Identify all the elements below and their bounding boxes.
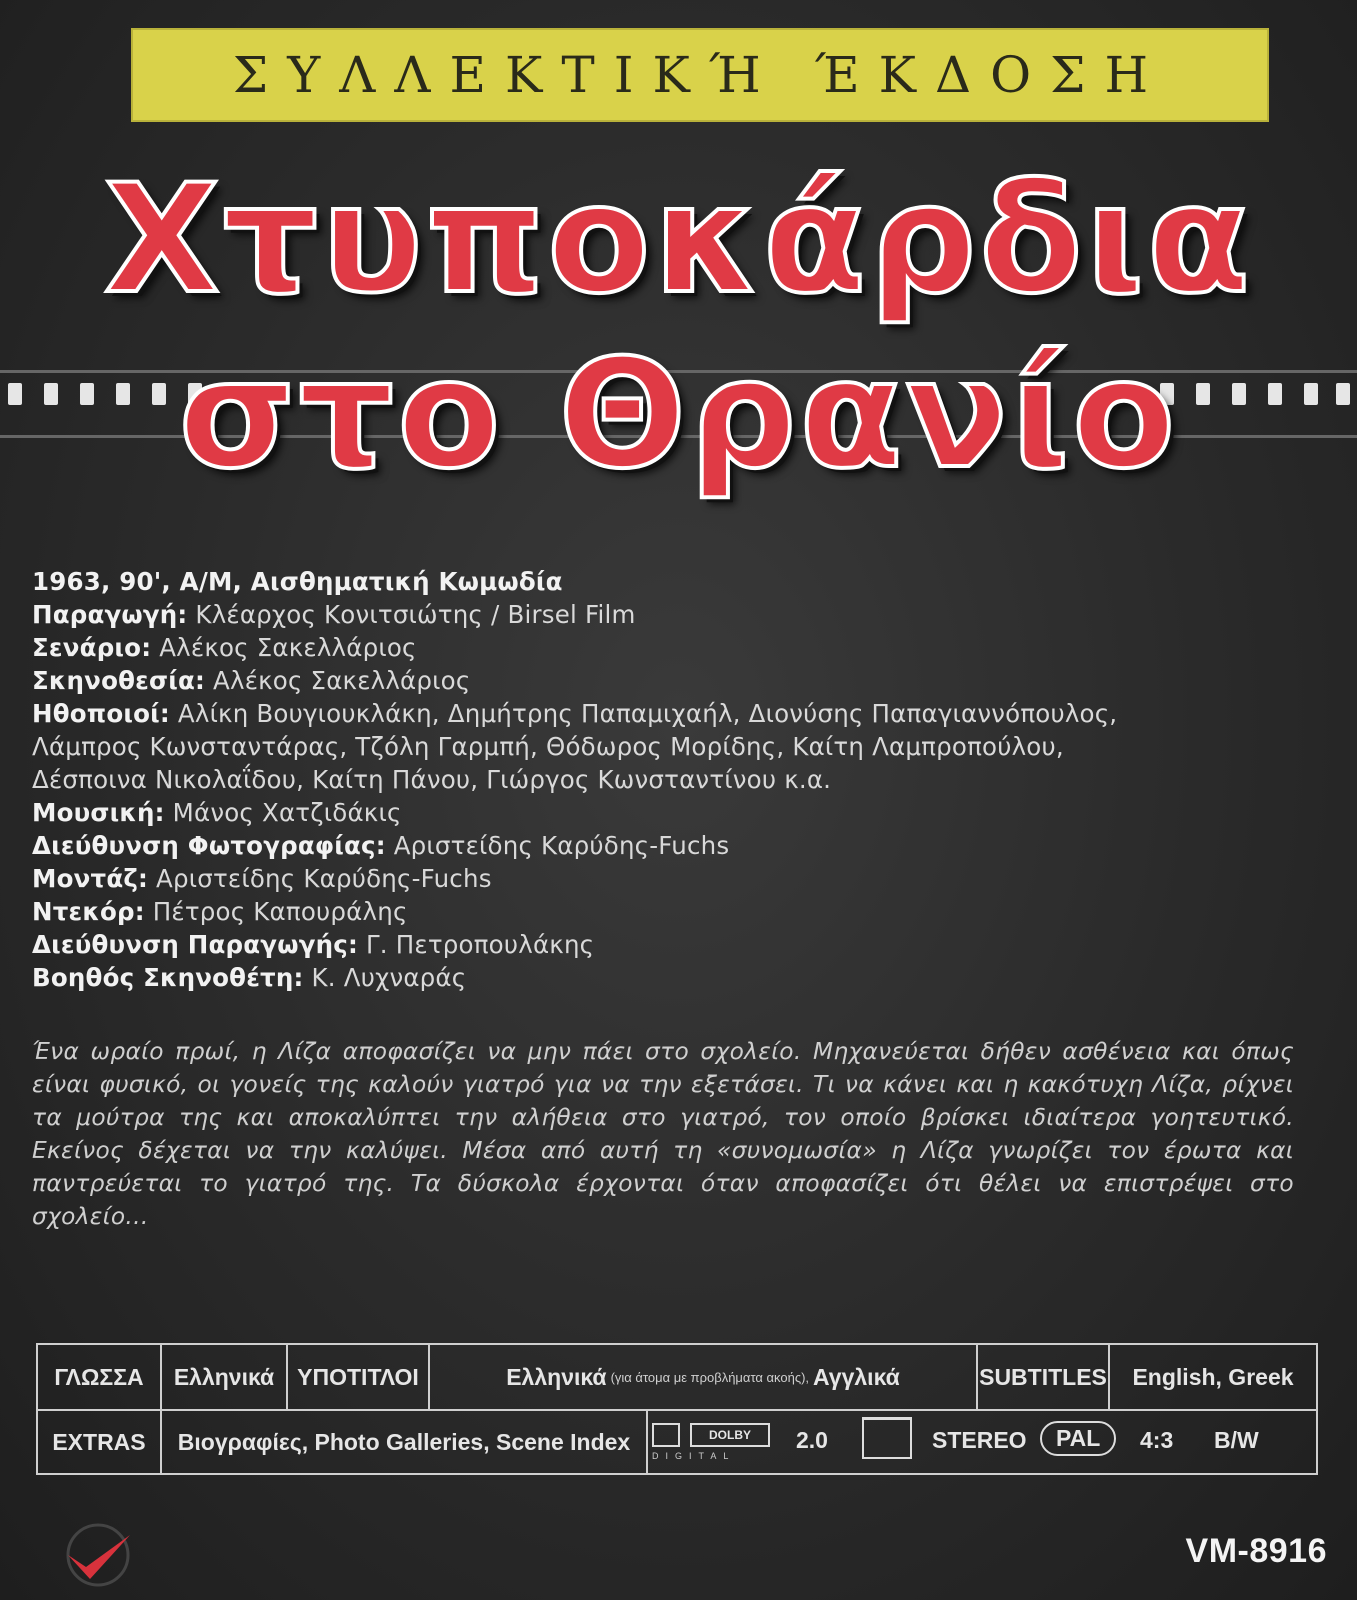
credit-label: Ντεκόρ:: [32, 897, 145, 926]
screen-ratio-icon: [862, 1417, 912, 1459]
movie-title-line-2: στο Θρανίο: [178, 328, 1179, 502]
credits-block: [32, 565, 1322, 994]
language-label: ΓΛΩΣΣΑ: [54, 1363, 144, 1390]
specs-row-extras: [38, 1411, 1316, 1473]
credit-value: Κλέαρχος Κονιτσιώτης / Birsel Film: [195, 600, 636, 629]
credit-value: Γ. Πετροπουλάκης: [365, 930, 595, 959]
credit-value: Αλέκος Σακελλάριος: [213, 666, 471, 695]
credits-prod-manager-row: [32, 928, 1322, 961]
aspect-ratio: 4:3: [1140, 1427, 1174, 1453]
credits-cast-row-2: [32, 730, 1322, 763]
movie-title-line-1: Χτυποκάρδια: [104, 153, 1253, 327]
subtitles-gr-main: Ελληνικά: [506, 1363, 607, 1390]
subtitles-en-value: English, Greek: [1108, 1345, 1316, 1409]
extras-value: Βιογραφίες, Photo Galleries, Scene Index: [160, 1411, 646, 1473]
subtitles-gr-value: [428, 1345, 976, 1409]
audio-channels: 2.0: [796, 1427, 828, 1453]
credit-value: Αλέκος Σακελλάριος: [159, 633, 417, 662]
credit-value: Μάνος Χατζιδάκις: [172, 798, 402, 827]
stereo-label: STEREO: [932, 1427, 1027, 1453]
credits-cast-row: [32, 697, 1322, 730]
dvd-specs-table: [36, 1343, 1318, 1475]
dolby-digital-text: DIGITAL: [652, 1451, 736, 1461]
catalog-code: VM-8916: [1185, 1532, 1327, 1570]
credits-production-row: [32, 598, 1322, 631]
subtitles-gr-label: ΥΠΟΤΙΤΛΟΙ: [286, 1345, 428, 1409]
format-icons-cell: [646, 1411, 1316, 1473]
credits-editing-row: [32, 862, 1322, 895]
credit-label: Διεύθυνση Παραγωγής:: [32, 930, 358, 959]
credit-value: Αριστείδης Καρύδης-Fuchs: [393, 831, 730, 860]
subtitles-gr-note: (για άτομα με προβλήματα ακοής),: [610, 1369, 810, 1385]
credit-label: Σενάριο:: [32, 633, 152, 662]
credits-screenplay-row: [32, 631, 1322, 664]
credits-assistant-row: [32, 961, 1322, 994]
dolby-double-d-icon: [652, 1423, 680, 1447]
credits-info-row: [32, 565, 1322, 598]
film-info: 1963, 90', Α/Μ, Αισθηματική Κωμωδία: [32, 567, 563, 596]
credit-label: Ηθοποιοί:: [32, 699, 170, 728]
dolby-word: DOLBY: [690, 1423, 770, 1447]
credits-music-row: [32, 796, 1322, 829]
collector-edition-banner: [131, 28, 1269, 122]
subtitles-gr-extra: Αγγλικά: [813, 1363, 900, 1390]
banner-text: ΣΥΛΛΕΚΤΙΚΉ ΈΚΔΟΣΗ: [232, 46, 1168, 104]
credit-label: Σκηνοθεσία:: [32, 666, 206, 695]
dolby-digital-logo: [650, 1419, 776, 1465]
pal-badge: PAL: [1040, 1421, 1116, 1456]
credits-direction-row: [32, 664, 1322, 697]
credits-cast-row-3: [32, 763, 1322, 796]
publisher-check-logo-icon: [60, 1517, 136, 1587]
color-format: B/W: [1214, 1427, 1259, 1453]
credit-label: Βοηθός Σκηνοθέτη:: [32, 963, 304, 992]
language-value: Ελληνικά: [160, 1345, 286, 1409]
credit-label: Διεύθυνση Φωτογραφίας:: [32, 831, 386, 860]
subtitles-en-label: SUBTITLES: [976, 1345, 1108, 1409]
credit-value: Αλίκη Βουγιουκλάκη, Δημήτρης Παπαμιχαήλ, Διονύσης Παπαγιαννόπουλος,: [177, 699, 1118, 728]
specs-row-language: [38, 1345, 1316, 1411]
credit-label: Μοντάζ:: [32, 864, 149, 893]
credit-value: Αριστείδης Καρύδης-Fuchs: [156, 864, 492, 893]
credit-value: Λάμπρος Κωνσταντάρας, Τζόλη Γαρμπή, Θόδωρος Μορίδης, Καίτη Λαμπροπούλου,: [32, 732, 1064, 761]
credit-value: Κ. Λυχναράς: [311, 963, 467, 992]
extras-label: EXTRAS: [52, 1428, 146, 1455]
credit-label: Παραγωγή:: [32, 600, 188, 629]
credit-value: Πέτρος Καπουράλης: [152, 897, 408, 926]
credit-value: Δέσποινα Νικολαΐδου, Καίτη Πάνου, Γιώργος Κωνσταντίνου κ.α.: [32, 765, 832, 794]
synopsis-text: Ένα ωραίο πρωί, η Λίζα αποφασίζει να μην πάει στο σχολείο. Μηχανεύεται δήθεν ασθένεια και όπως είναι φυσικό, οι γονείς της καλούν γιατρό για να την εξετάσει. Τι να κάνει και η κακότυχη Λίζα, ρίχνει τα μούτρα της και αποκαλύπτει την αλήθεια στο γιατρό, τον οποίο βρίσκει ιδιαίτερα γοητευτικό. Εκείνος δέχεται να την καλύψει. Μέσα από αυτή τη «συνομωσία» η Λίζα γνωρίζει τον έρωτα και παντρεύεται το γιατρό της. Τα δύσκολα έρχονται όταν αποφασίζει ότι θέλει να επιστρέψει στο σχολείο...: [32, 1038, 1294, 1230]
credits-decor-row: [32, 895, 1322, 928]
credit-label: Μουσική:: [32, 798, 165, 827]
credits-photography-row: [32, 829, 1322, 862]
